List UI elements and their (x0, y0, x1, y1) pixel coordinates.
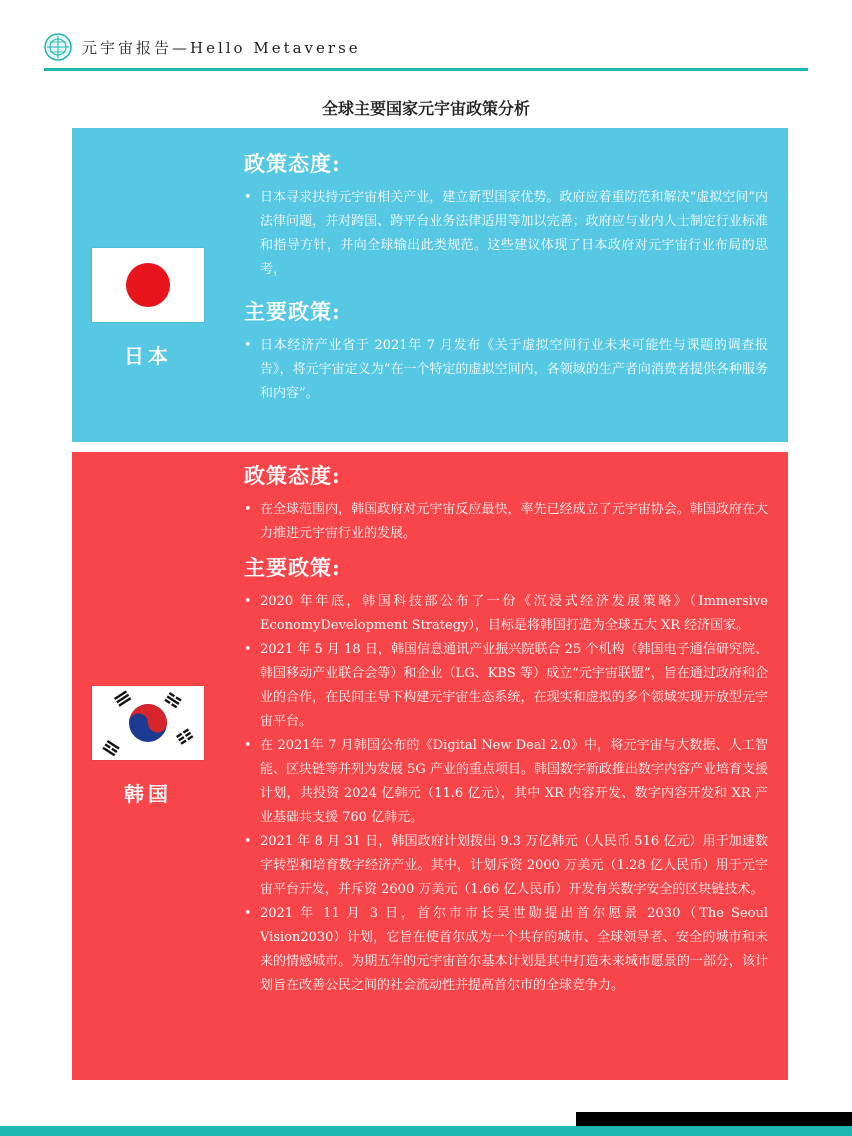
korea-policy-title: 主要政策: (244, 555, 341, 580)
japan-policy-title: 主要政策: (244, 299, 341, 324)
japan-country-name: 日本 (124, 344, 172, 368)
list-item: • 在 2021年 7 月韩国公布的《Digital New Deal 2.0》中，将元宇宙与大数据、人工智能、区块链等并列为发展 5G 产业的重点项目。韩国数字新政推出数字内容产业培育支援计划，共投资 2024 亿韩元（11.6 亿元），其中 XR 内容开发、数字内容开发和 XR 产业基础共支援 760 亿韩元。 (244, 734, 768, 830)
korea-flag-column (90, 686, 206, 807)
header-divider (44, 68, 808, 71)
korea-attitude-title: 政策态度: (244, 463, 341, 488)
korea-policy-list (244, 590, 768, 998)
japan-flag-column (90, 248, 206, 369)
japan-attitude-list (244, 186, 768, 282)
list-item: • 2021 年 8 月 31 日，韩国政府计划拨出 9.3 万亿韩元（人民币 516 亿元）用于加速数字转型和培育数字经济产业。其中，计划斥资 2000 万美元（1.28 亿人民币）用于元宇宙平台开发，并斥资 2600 万美元（1.66 亿人民币）开发有关数字安全的区块链技术。 (244, 830, 768, 902)
japan-attitude-title: 政策态度: (244, 151, 341, 176)
footer-black-bar (576, 1112, 852, 1126)
footer-accent-bar (0, 1126, 852, 1136)
japan-flag-icon (92, 248, 204, 322)
page-title: 全球主要国家元宇宙政策分析 (321, 99, 530, 118)
globe-grid-icon (44, 33, 72, 61)
korea-flag-icon (92, 686, 204, 760)
korea-attitude-list (244, 498, 768, 546)
list-item: • 2020 年年底，韩国科技部公布了一份《沉浸式经济发展策略》（Immersive EconomyDevelopment Strategy），目标是将韩国打造为全球五大 XR 经济国家。 (244, 590, 768, 638)
list-item: • 2021 年 5 月 18 日，韩国信息通讯产业振兴院联合 25 个机构（韩国电子通信研究院、韩国移动产业联合会等）和企业（LG、KBS 等）成立“元宇宙联盟”，旨在通过政府和企业的合作，在民间主导下构建元宇宙生态系统，在现实和虚拟的多个领域实现开放型元宇宙平台。 (244, 638, 768, 734)
japan-content (244, 148, 768, 406)
list-item: • 日本经济产业省于 2021年 7 月发布《关于虚拟空间行业未来可能性与课题的调查报告》，将元宇宙定义为“在一个特定的虚拟空间内，各领域的生产者向消费者提供各种服务和内容”。 (244, 334, 768, 406)
korea-content (244, 460, 768, 998)
page-header (44, 32, 361, 62)
list-item: • 日本寻求扶持元宇宙相关产业，建立新型国家优势。政府应着重防范和解决“虚拟空间”内法律问题，并对跨国、跨平台业务法律适用等加以完善；政府应与业内人士制定行业标准和指导方针，并向全球输出此类规范。这些建议体现了日本政府对元宇宙行业布局的思考， (244, 186, 768, 282)
korea-panel (72, 452, 788, 1080)
japan-policy-list (244, 334, 768, 406)
list-item: • 2021 年 11 月 3 日，首尔市市长吴世勋提出首尔愿景 2030（The Seoul Vision2030）计划，它旨在使首尔成为一个共存的城市、全球领导者、安全的城市和未来的情感城市。为期五年的元宇宙首尔基本计划是其中打造未来城市愿景的一部分，该计划旨在改善公民之间的社会流动性并提高首尔市的全球竞争力。 (244, 902, 768, 998)
header-title: 元宇宙报告—Hello Metaverse (82, 38, 361, 57)
korea-country-name: 韩国 (124, 782, 172, 806)
list-item: • 在全球范围内，韩国政府对元宇宙反应最快，率先已经成立了元宇宙协会。韩国政府在大力推进元宇宙行业的发展。 (244, 498, 768, 546)
japan-panel (72, 128, 788, 442)
